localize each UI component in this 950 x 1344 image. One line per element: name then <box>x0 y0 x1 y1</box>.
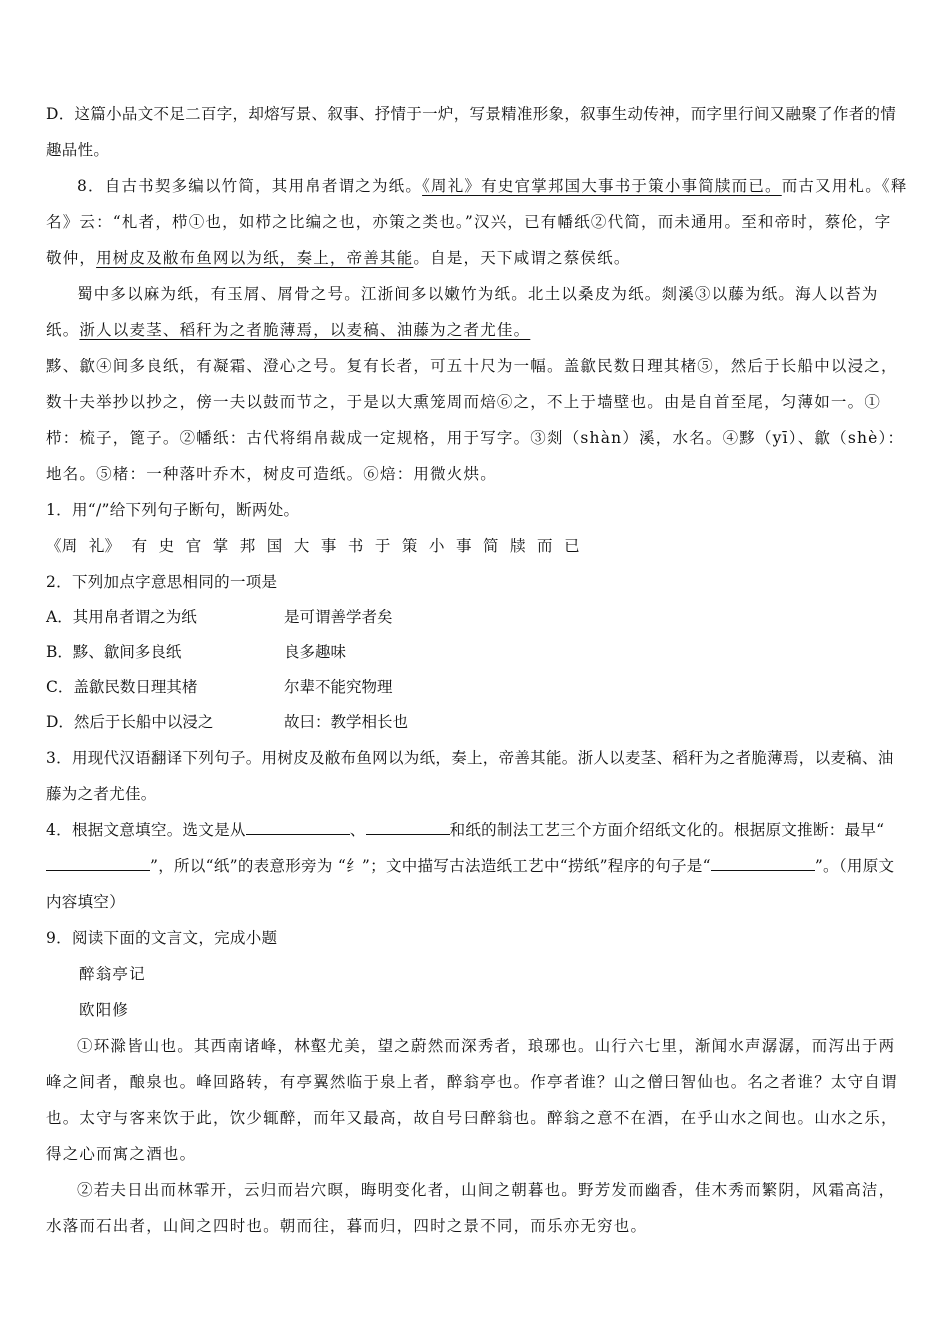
sub4-d: ”，所以“纸”的表意形旁为 “纟”；文中描写古法造纸工艺中“捞纸”程序的句子是“ <box>150 857 711 875</box>
sub4-text <box>46 812 908 920</box>
option-b-left: B．黟、歙间多良纸 <box>46 643 182 661</box>
sub4-b: 、 <box>349 821 366 839</box>
q8-p2-a: 蜀中多以麻为纸，有玉屑、屑骨之号。江浙间多以嫩竹为纸。北土以桑皮为纸。剡溪③以藤为纸。海人以苔为纸。 <box>46 285 879 339</box>
sub2-option-d[interactable] <box>46 705 908 740</box>
option-d-right: 故曰：教学相长也 <box>284 713 409 731</box>
sub2-option-a[interactable] <box>46 600 908 635</box>
essay-title: 醉翁亭记 <box>79 965 146 983</box>
q8-p1-a: 自古书契多编以竹简，其用帛者谓之为纸。 <box>104 177 423 195</box>
sub4-e: ”。（用原文内容填空） <box>46 857 895 911</box>
q8-p1-c: 而古又用札。《释名》云：“札者，栉①也，如栉之比编之也，亦策之类也。”汉兴，已有幡纸②代简，而未通用。至和帝时，蔡伦，字敬仲， <box>46 177 908 267</box>
option-d-left: D．然后于长船中以浸之 <box>46 713 214 731</box>
sub4-c: 和纸的制法工艺三个方面介绍纸文化的。根据原文推断：最早“ <box>449 821 885 839</box>
q8-paragraph-3 <box>46 348 908 492</box>
sub2-option-c[interactable] <box>46 670 908 705</box>
option-a-right: 是可谓善学者矣 <box>284 608 393 626</box>
sub4-a: 4．根据文意填空。选文是从 <box>46 821 246 839</box>
blank-1[interactable] <box>246 816 350 835</box>
q8-number: 8． <box>77 177 105 195</box>
blank-2[interactable] <box>366 816 450 835</box>
q8-p1-e: 。自是，天下咸谓之蔡侯纸。 <box>413 249 631 267</box>
option-b-right: 良多趣味 <box>284 643 347 661</box>
option-d-paragraph: D．这篇小品文不足二百字，却熔写景、叙事、抒情于一炉，写景精准形象，叙事生动传神，而字里行间又融聚了作者的情趣品性。 <box>46 105 897 159</box>
sub3-text: 3．用现代汉语翻译下列句子。用树皮及敝布鱼网以为纸，奏上，帝善其能。浙人以麦茎、稻秆为之者脆薄焉，以麦稿、油藤为之者尤佳。 <box>46 749 894 803</box>
blank-4[interactable] <box>711 852 815 871</box>
option-a-left: A．其用帛者谓之为纸 <box>46 608 197 626</box>
q8-p1-b-underlined: 《周礼》有史官掌邦国大事书于策小事简牍而已。 <box>422 177 782 195</box>
essay-paragraph-1: ①环滁皆山也。其西南诸峰，林壑尤美，望之蔚然而深秀者，琅琊也。山行六七里，渐闻水声潺潺，而泻出于两峰之间者，酿泉也。峰回路转，有亭翼然临于泉上者，醉翁亭也。作亭者谁？山之僧曰智仙也。名之者谁？太守自谓也。太守与客来饮于此，饮少辄醉，而年又最高，故自号曰醉翁也。醉翁之意不在酒，在乎山水之间也。山水之乐，得之心而寓之酒也。 <box>46 1037 898 1163</box>
essay-paragraph-2: ②若夫日出而林霏开，云归而岩穴暝，晦明变化者，山间之朝暮也。野芳发而幽香，佳木秀而繁阴，风霜高洁，水落而石出者，山间之四时也。朝而往，暮而归，四时之景不同，而乐亦无穷也。 <box>46 1181 896 1235</box>
q8-notes: ①栉：梳子，篦子。②幡纸：古代将绢帛裁成一定规格，用于写字。③剡（shàn）溪，水名。④黟（yī）、歙（shè）：地名。⑤楮：一种落叶乔木，树皮可造纸。⑥焙：用微火烘。 <box>46 393 905 483</box>
sub1-title: 1．用“/”给下列句子断句，断两处。 <box>46 501 300 519</box>
q9-title: 9．阅读下面的文言文，完成小题 <box>46 929 278 947</box>
sub2-option-b[interactable] <box>46 635 908 670</box>
essay-author: 欧阳修 <box>79 1001 130 1019</box>
option-c-left: C．盖歙民数日理其楮 <box>46 678 198 696</box>
option-c-right: 尔辈不能究物理 <box>284 678 393 696</box>
q8-p1-d-underlined: 用树皮及敝布鱼网以为纸，奏上，帝善其能 <box>96 249 414 267</box>
sub2-title: 2．下列加点字意思相同的一项是 <box>46 573 278 591</box>
q8-p3: 黟、歙④间多良纸，有凝霜、澄心之号。复有长者，可五十尺为一幅。盖歙民数日理其楮⑤，然后于长船中以浸之，数十夫举抄以抄之，傍一夫以鼓而节之，于是以大熏笼周而焙⑥之，不上于墙壁也。由是自首至尾，匀薄如一。 <box>46 357 898 411</box>
document-page <box>46 96 908 1244</box>
q8-p2-b-underlined: 浙人以麦茎、稻秆为之者脆薄焉，以麦稿、油藤为之者尤佳。 <box>79 321 531 339</box>
q8-paragraph-1 <box>46 168 908 276</box>
blank-3[interactable] <box>46 852 150 871</box>
q8-paragraph-2 <box>46 276 908 348</box>
sub1-sentence: 《周 礼》 有 史 官 掌 邦 国 大 事 书 于 策 小 事 简 牍 而 已 <box>46 537 580 555</box>
